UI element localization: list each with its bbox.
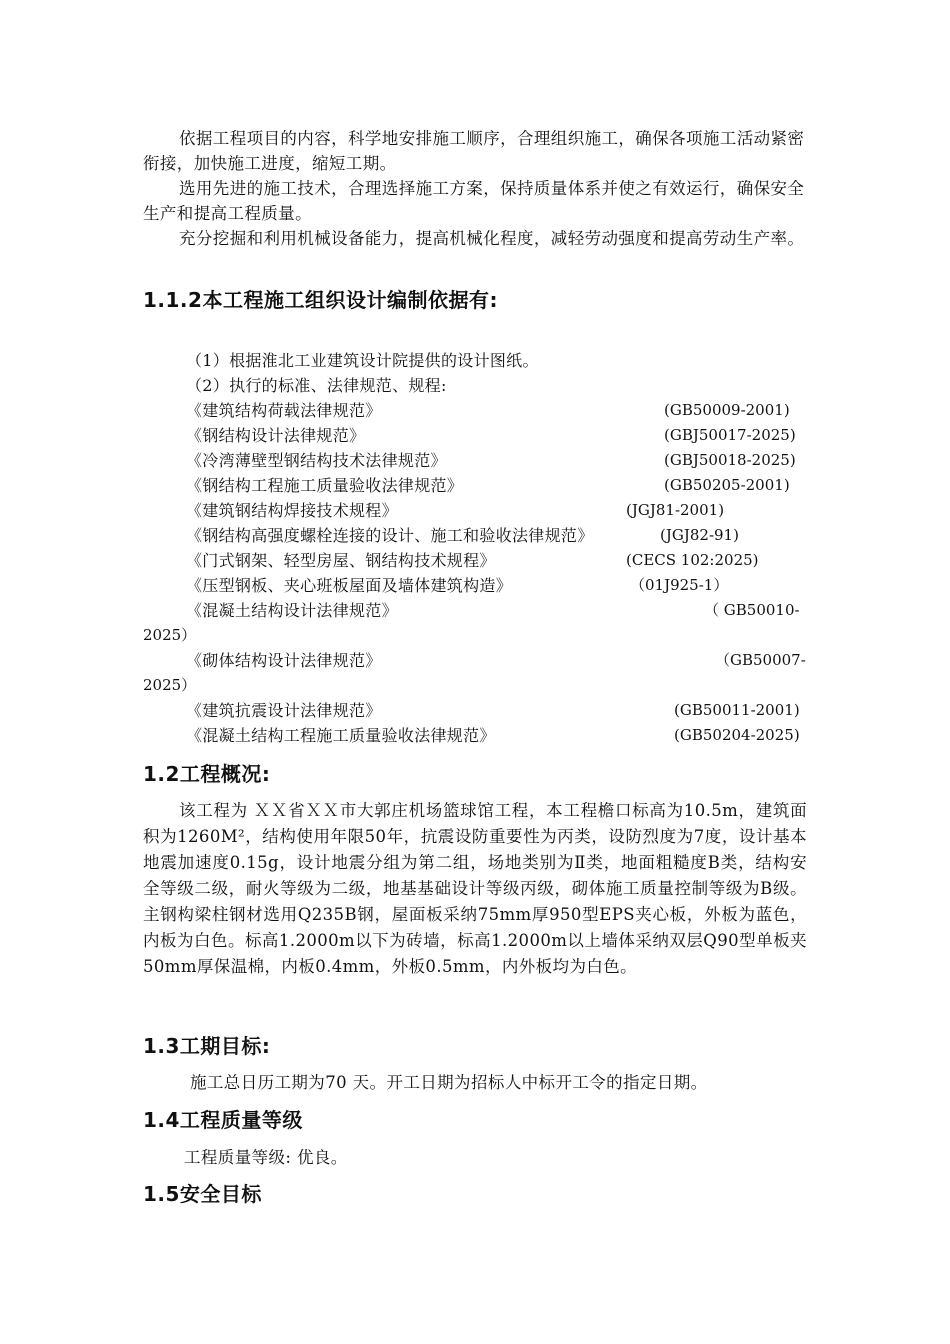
standard-code-wrap: 2025） bbox=[143, 626, 197, 644]
section-heading-1-3: 1.3工期目标: bbox=[143, 1034, 271, 1058]
standard-code: （01J925-1） bbox=[630, 576, 729, 594]
standard-code: (GBJ50017-2025) bbox=[664, 426, 796, 444]
project-overview-paragraph: 该工程为 ＸＸ省ＸＸ市大郭庄机场篮球馆工程，本工程檐口标高为10.5m，建筑面积为1260M²，结构使用年限50年，抗震设防重要性为丙类，设防烈度为7度，设计基本地震加速度0.15g，设计地震分组为第二组，场地类别为Ⅱ类，地面粗糙度B类，结构安全等级二级，耐火等级为二级，地基基础设计等级丙级，砌体施工质量控制等级为B级。主钢构梁柱钢材选用Q235B钢，屋面板采纳75mm厚950型EPS夹心板，外板为蓝色，内板为白色。标高1.2000m以下为砖墙，标高1.2000m以上墙体采纳双层Q90型单板夹50mm厚保温棉，内板0.4mm，外板0.5mm，内外板均为白色。 bbox=[143, 801, 807, 976]
standard-title: 《钢结构工程施工质量验收法律规范》 bbox=[186, 476, 464, 495]
standard-code: （ GB50010- bbox=[704, 601, 800, 619]
standard-title: 《混凝土结构设计法律规范》 bbox=[186, 601, 398, 620]
standard-code: （GB50007- bbox=[715, 651, 806, 669]
section-heading-1-1-2: 1.1.2本工程施工组织设计编制依据有: bbox=[143, 288, 498, 312]
standard-title: 《建筑钢结构焊接技术规程》 bbox=[186, 501, 398, 520]
quality-level-text: 工程质量等级: 优良。 bbox=[184, 1148, 348, 1167]
standard-code: (JGJ82-91) bbox=[660, 526, 739, 544]
basis-item-2: （2）执行的标准、法律规范、规程: bbox=[186, 376, 447, 395]
standard-title: 《建筑抗震设计法律规范》 bbox=[186, 701, 382, 720]
standard-code: (GB50205-2001) bbox=[664, 476, 790, 494]
standard-title: 《门式钢架、轻型房屋、钢结构技术规程》 bbox=[186, 551, 496, 570]
standard-title: 《砌体结构设计法律规范》 bbox=[186, 651, 382, 670]
schedule-goal-text: 施工总日历工期为70 天。开工日期为招标人中标开工令的指定日期。 bbox=[190, 1073, 708, 1092]
standard-code: (CECS 102:2025) bbox=[626, 551, 759, 569]
standard-title: 《冷湾薄壁型钢结构技术法律规范》 bbox=[186, 451, 447, 470]
standard-code: (GB50009-2001) bbox=[664, 401, 790, 419]
intro-paragraph-3: 充分挖掘和利用机械设备能力，提高机械化程度，减轻劳动强度和提高劳动生产率。 bbox=[179, 229, 805, 248]
standard-title: 《钢结构高强度螺栓连接的设计、施工和验收法律规范》 bbox=[186, 526, 594, 545]
standard-title: 《压型钢板、夹心班板屋面及墙体建筑构造》 bbox=[186, 576, 513, 595]
section-heading-1-4: 1.4工程质量等级 bbox=[143, 1108, 303, 1132]
standard-code: (GB50204-2025) bbox=[674, 726, 800, 744]
intro-paragraph-2: 选用先进的施工技术，合理选择施工方案，保持质量体系并使之有效运行，确保安全生产和提高工程质量。 bbox=[143, 179, 805, 223]
standard-title: 《混凝土结构工程施工质量验收法律规范》 bbox=[186, 726, 496, 745]
section-heading-1-2: 1.2工程概况: bbox=[143, 762, 271, 786]
standard-code: (GBJ50018-2025) bbox=[664, 451, 796, 469]
standard-code: (JGJ81-2001) bbox=[626, 501, 725, 519]
standard-title: 《钢结构设计法律规范》 bbox=[186, 426, 366, 445]
standard-title: 《建筑结构荷载法律规范》 bbox=[186, 401, 382, 420]
section-heading-1-5: 1.5安全目标 bbox=[143, 1182, 262, 1206]
basis-item-1: （1）根据淮北工业建筑设计院提供的设计图纸。 bbox=[186, 351, 539, 370]
standard-code-wrap: 2025） bbox=[143, 676, 197, 694]
standard-code: (GB50011-2001) bbox=[674, 701, 800, 719]
intro-paragraph-1: 依据工程项目的内容，科学地安排施工顺序，合理组织施工，确保各项施工活动紧密衔接，加快施工进度，缩短工期。 bbox=[143, 129, 805, 173]
